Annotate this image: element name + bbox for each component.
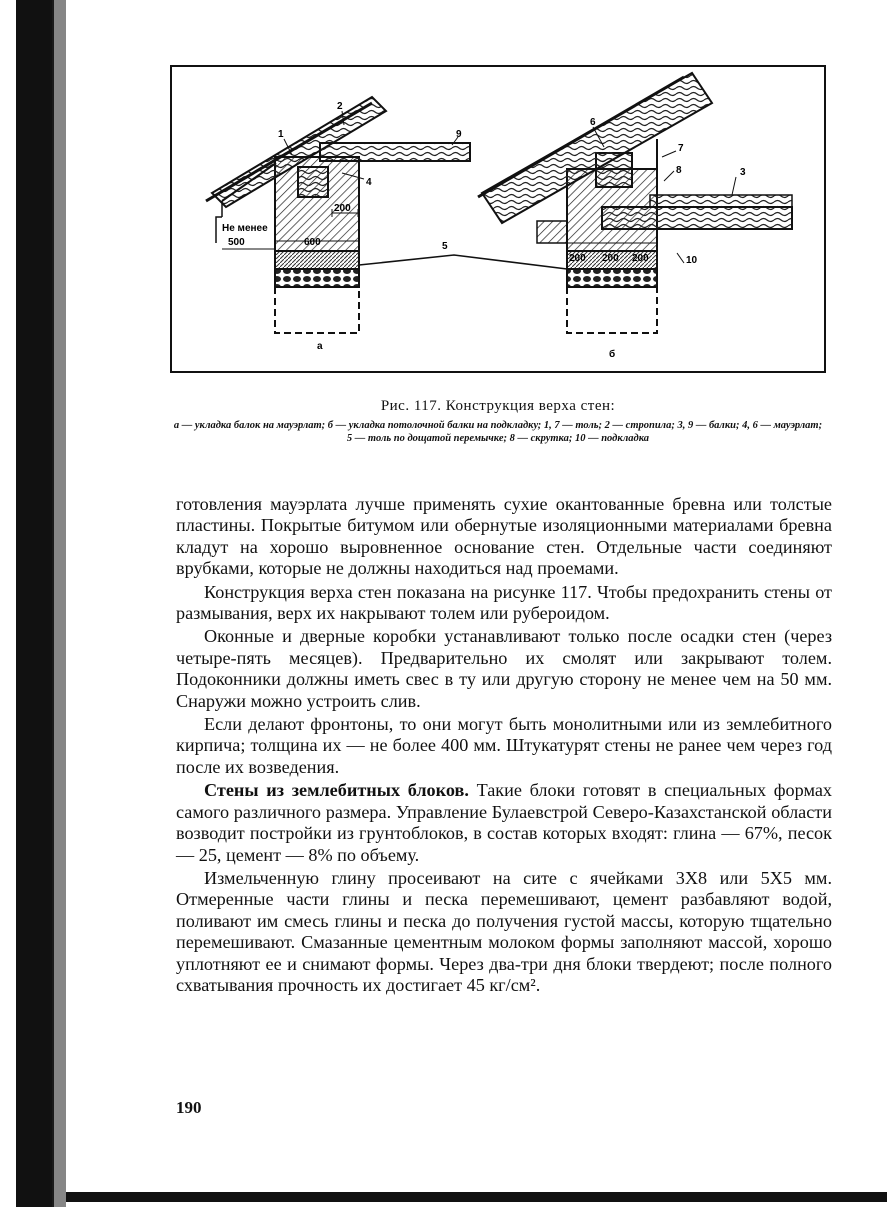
- label-8: 8: [676, 165, 682, 176]
- paragraph-3: Оконные и дверные коробки устанавливают только после осадки стен (через четыре-пять месяцев). Предварительно их смолят или закрывают толем. Подоконники должны иметь свес в ту или другую сторону не менее чем на 50 мм. Снаружи можно устроить слив.: [176, 626, 832, 711]
- dim-600: 600: [304, 237, 321, 248]
- dim-500: 500: [228, 237, 245, 248]
- label-4: 4: [366, 177, 372, 188]
- wall-top-drawing: [172, 67, 824, 371]
- label-10: 10: [686, 255, 698, 266]
- leader-5: [359, 255, 567, 269]
- label-3: 3: [740, 167, 746, 178]
- detail-b: [478, 73, 792, 333]
- caption-legend: а — укладка балок на мауэрлат; б — укладка потолочной балки на подкладку; 1, 7 — толь; 2 — стропила; 3, 9 — балки; 4, 6 — мауэрлат; 5 — толь по дощатой перемычке; 8 — скрутка; 10 — подкладка: [173, 420, 823, 444]
- dim-200-b2: 200: [602, 253, 619, 264]
- section-heading: Стены из землебитных блоков.: [204, 780, 469, 801]
- figure-caption: [172, 398, 824, 445]
- detail-a: [206, 97, 470, 333]
- scan-edge-shadow: [52, 0, 66, 1207]
- caption-title: Рис. 117. Конструкция верха стен:: [380, 398, 616, 414]
- label-5: 5: [442, 241, 448, 252]
- paragraph-5-text: Такие блоки готовят в специальных формах самого различного размера. Управление Булаевстрой Северо-Казахстанской области возводит постройки из грунтоблоков, в состав которых входят: глина — 67%, песок — 25, цемент — 8% по объему.: [176, 780, 832, 865]
- label-2: 2: [337, 101, 343, 112]
- paragraph-6: Измельченную глину просеивают на сите с ячейками 3Х8 или 5Х5 мм. Отмеренные части глины и песка перемешивают, цемент разбавляют водой, поливают им смесь глины и песка до получения густой массы, которую тщательно перемешивают. Смазанные цементным молоком формы заполняют массой, хорошо уплотняют ее и снимают формы. Через два-три дня блоки твердеют; после полного схватывания прочность их достигает 45 кг/см².: [176, 867, 832, 995]
- dim-200-b1: 200: [569, 253, 586, 264]
- paragraph-4: Если делают фронтоны, то они могут быть монолитными или из землебитного кирпича; толщина их — не более 400 мм. Штукатурят стены не ранее чем через год после их возведения.: [176, 714, 832, 777]
- page-number: 190: [176, 1098, 202, 1117]
- scan-edge-bottom: [66, 1192, 887, 1202]
- label-9: 9: [456, 129, 462, 140]
- paragraph-1: готовления мауэрлата лучше применять сухие окантованные бревна или толстые пластины. Покрытые битумом или обернутые изоляционными материалами бревна кладут на хорошо выровненное основание стен. Отдельные части соединяют врубками, которые не должны находиться над проемами.: [176, 494, 832, 579]
- dim-200-a: 200: [334, 203, 351, 214]
- label-1: 1: [278, 129, 284, 140]
- paragraph-5: [176, 780, 832, 866]
- paragraph-2: Конструкция верха стен показана на рисунке 117. Чтобы предохранить стены от размывания, верх их накрывают толем или рубероидом.: [176, 581, 832, 624]
- figure-117: [170, 65, 826, 373]
- label-7: 7: [678, 143, 684, 154]
- sublabel-b: б: [609, 349, 616, 360]
- dim-200-b3: 200: [632, 253, 649, 264]
- body-text: [176, 494, 832, 996]
- label-6: 6: [590, 117, 596, 128]
- dim-ne-menee: Не менее: [222, 223, 268, 234]
- sublabel-a: а: [317, 341, 323, 352]
